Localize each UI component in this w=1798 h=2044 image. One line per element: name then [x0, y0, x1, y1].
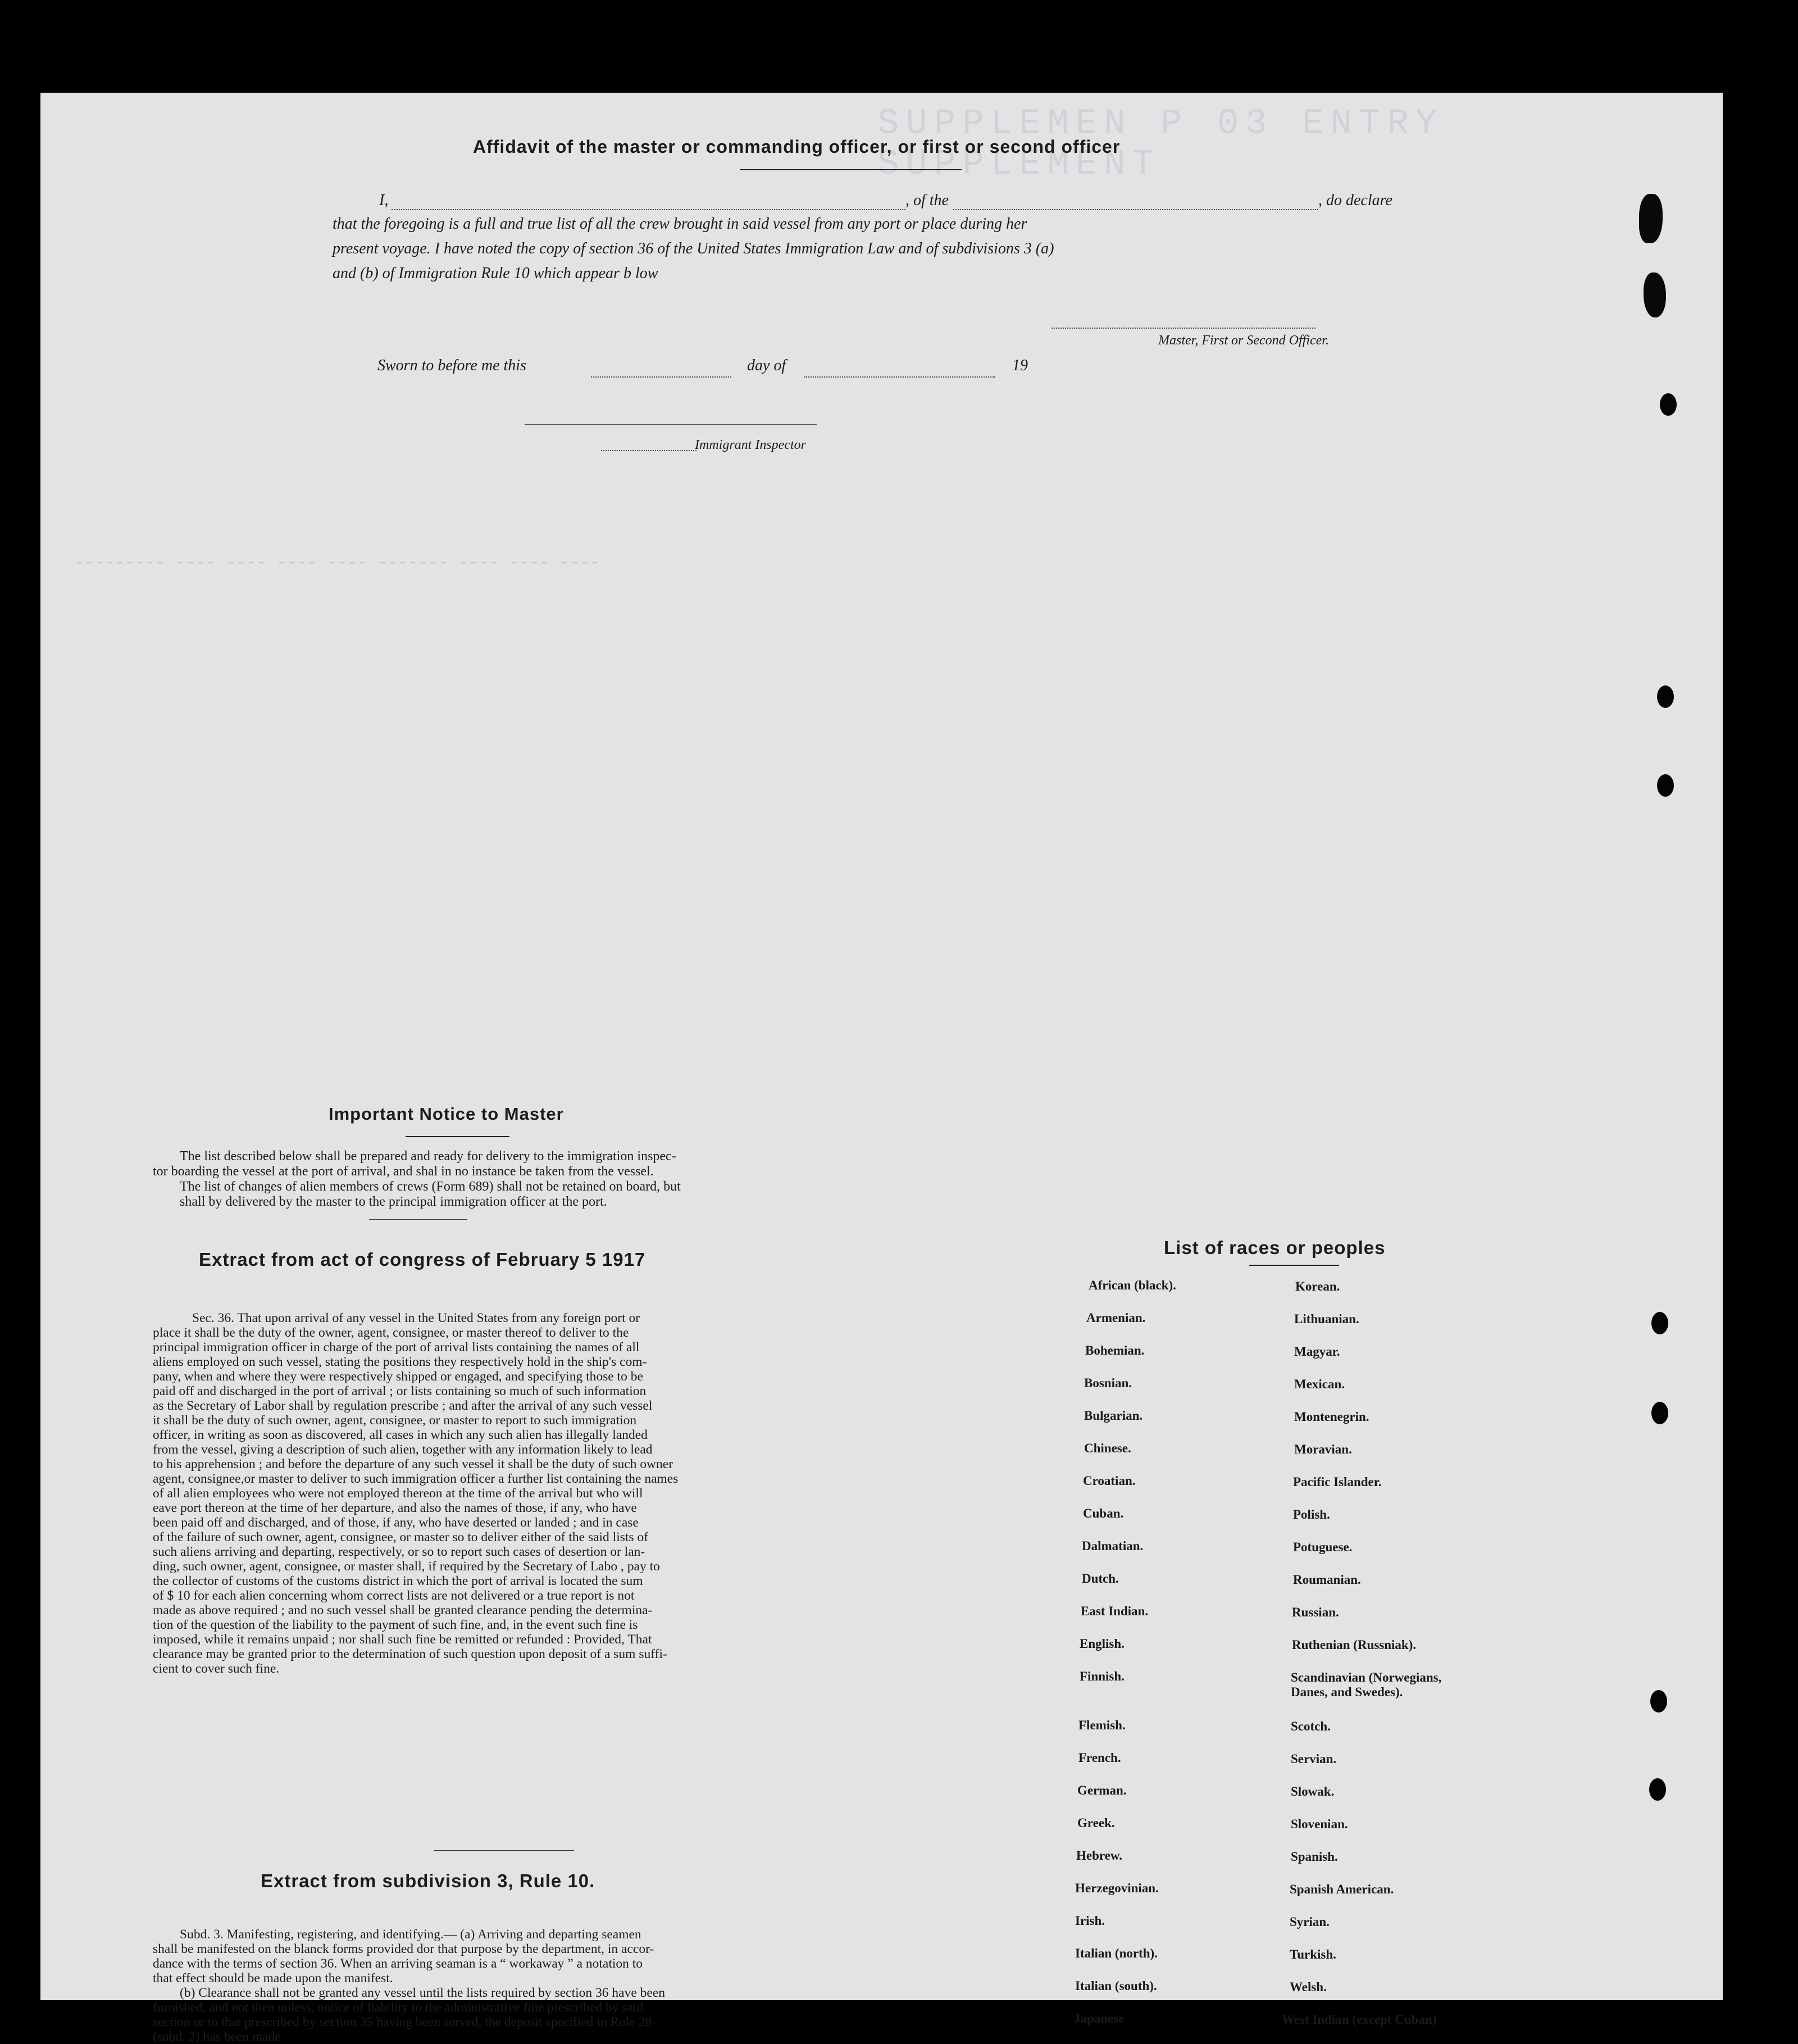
rule-line: section or to that prescribed by section 35 having been served, the deposit specified in Rule 28 — [153, 2015, 652, 2029]
ink-blot — [1644, 272, 1666, 317]
act-line: imposed, while it remains unpaid ; nor shall such fine be remitted or refunded : Provided, That — [153, 1632, 652, 1647]
race-item: Croatian. — [1083, 1474, 1136, 1488]
name-field-line[interactable] — [392, 209, 905, 210]
rule-line: furnished, and not then unless, notice of liability to the administrative fine prescribed by said — [153, 2000, 644, 2015]
act-line: of the failure of such owner, agent, consignee, or master so to deliver either of the said lists of — [153, 1530, 648, 1545]
race-item: Cuban. — [1083, 1506, 1124, 1520]
race-item: Slovenian. — [1291, 1817, 1348, 1831]
race-item: Japanese — [1074, 2011, 1125, 2025]
race-item: Syrian. — [1290, 1915, 1330, 1929]
race-item: Dalmatian. — [1082, 1539, 1144, 1553]
act-line: the collector of customs of the customs district in which the port of arrival is located the sum — [153, 1574, 643, 1588]
race-item: Spanish American. — [1290, 1882, 1394, 1896]
act-line: been paid off and discharged, and of those, if any, who have deserted or landed ; and in case — [153, 1515, 639, 1530]
punch-hole — [1657, 685, 1674, 708]
act-line: principal immigration officer in charge of the port of arrival lists containing the names of all — [153, 1340, 640, 1355]
punch-hole — [1651, 1312, 1668, 1334]
inspector-signature-line[interactable] — [525, 424, 817, 425]
race-item: French. — [1078, 1751, 1121, 1765]
vessel-field-line[interactable] — [953, 209, 1318, 210]
rule-line: (subd. 2) has been made. — [153, 2029, 284, 2044]
race-item: Polish. — [1293, 1507, 1330, 1521]
race-item: Lithuanian. — [1294, 1312, 1359, 1326]
race-item: Flemish. — [1078, 1718, 1126, 1732]
race-item: Herzegovinian. — [1075, 1881, 1159, 1895]
race-item: Slowak. — [1291, 1784, 1335, 1798]
races-underline — [1249, 1265, 1339, 1266]
act-line: cient to cover such fine. — [153, 1661, 280, 1676]
document-page — [40, 93, 1723, 2044]
master-signature-label: Master, First or Second Officer. — [1158, 333, 1329, 348]
notice-line: The list of changes of alien members of crews (Form 689) shall not be retained on board, but — [180, 1179, 681, 1194]
punch-hole — [1650, 1690, 1667, 1713]
act-line: made as above required ; and no such vessel shall be granted clearance pending the determina- — [153, 1603, 653, 1618]
race-item: Hebrew. — [1076, 1848, 1122, 1863]
act-line: Sec. 36. That upon arrival of any vessel in the United States from any foreign port or — [192, 1311, 640, 1325]
race-item: Chinese. — [1084, 1441, 1131, 1455]
rule-line: (b) Clearance shall not be granted any vessel until the lists required by section 36 have been — [180, 1986, 666, 2000]
race-item: Spanish. — [1291, 1850, 1338, 1864]
act-line: tion of the question of the liability to the payment of such fine, and, in the event such fine is — [153, 1618, 638, 1632]
race-item: Scotch. — [1291, 1719, 1331, 1733]
races-title: List of races or peoples — [1164, 1237, 1386, 1258]
affidavit-line2: that the foregoing is a full and true list of all the crew brought in said vessel from any port or place during her — [333, 215, 1027, 233]
act-line: ding, such owner, agent, consignee, or master shall, if required by the Secretary of Labo , pay to — [153, 1559, 660, 1574]
sworn-day-line[interactable] — [591, 376, 731, 378]
act-line: eave port thereon at the time of her departure, and also the names of those, if any, who have — [153, 1501, 637, 1515]
sworn-day-of: day of — [747, 357, 786, 374]
inspector-dash — [601, 450, 697, 451]
race-item: Greek. — [1077, 1816, 1115, 1830]
act-line: place it shall be the duty of the owner, agent, consignee, or master thereof to deliver to the — [153, 1325, 629, 1340]
race-item: Korean. — [1295, 1279, 1340, 1293]
race-item: English. — [1080, 1637, 1125, 1651]
affidavit-line3: present voyage. I have noted the copy of section 36 of the United States Immigration Law and of subdivisions 3 (a) — [333, 240, 1054, 257]
race-item: Bulgarian. — [1084, 1409, 1143, 1423]
act-line: of $ 10 for each alien concerning whom correct lists are not delivered or a true report is not — [153, 1588, 635, 1603]
rule-title: Extract from subdivision 3, Rule 10. — [261, 1870, 595, 1891]
rule-line: shall be manifested on the blanck forms provided dor that purpose by the department, in accor- — [153, 1942, 654, 1956]
act-line: paid off and discharged in the port of arrival ; or lists containing so much of such information — [153, 1384, 647, 1398]
race-item: West Indian (except Cuban) — [1282, 2013, 1437, 2027]
race-item: Irish. — [1075, 1914, 1105, 1928]
sworn-month-line[interactable] — [804, 376, 995, 378]
bleed-through-text: SUPPLEMEN P 03 ENTRY SUPPLEMENT — [877, 104, 1444, 185]
race-item: Finnish. — [1080, 1669, 1125, 1683]
act-title: Extract from act of congress of February 5 1917 — [199, 1249, 646, 1270]
act-line: pany, when and where they were respectively shipped or engaged, and specifying those to be — [153, 1369, 643, 1384]
notice-line: The list described below shall be prepared and ready for delivery to the immigration inspec- — [180, 1149, 676, 1164]
act-line: as the Secretary of Labor shall by regulation prescribe ; and after the arrival of any such vessel — [153, 1398, 653, 1413]
race-item: Russian. — [1292, 1605, 1339, 1619]
race-item: Italian (north). — [1075, 1946, 1158, 1960]
race-item: Dutch. — [1082, 1571, 1119, 1586]
sworn-year: 19 — [1012, 357, 1028, 374]
act-line: agent, consignee,or master to deliver to such immigration officer a further list containing the names — [153, 1471, 679, 1486]
race-item: Ruthenian (Russniak). — [1292, 1638, 1417, 1652]
affidavit-line1-of-the: , of the — [905, 192, 949, 209]
title-underline — [740, 169, 962, 170]
act-line: officer, in writing as soon as discovered, all cases in which any such alien has illegally landed — [153, 1428, 648, 1442]
act-line: clearance may be granted prior to the determination of such question upon deposit of a sum suffi- — [153, 1647, 667, 1661]
act-line: aliens employed on such vessel, stating the positions they respectively hold in the ship's com- — [153, 1355, 647, 1369]
race-item: Montenegrin. — [1294, 1410, 1369, 1424]
race-item: Bosnian. — [1084, 1376, 1132, 1390]
race-item: Armenian. — [1086, 1311, 1146, 1325]
notice-title: Important Notice to Master — [329, 1104, 564, 1124]
affidavit-line1-i: I, — [379, 192, 389, 209]
race-item: Servian. — [1291, 1752, 1337, 1766]
inspector-label: Immigrant Inspector — [695, 438, 806, 452]
sworn-text: Sworn to before me this — [377, 357, 526, 374]
ink-blot — [1639, 194, 1663, 243]
notice-line: shall by delivered by the master to the principal immigration officer at the port. — [180, 1194, 607, 1209]
race-item: Magyar. — [1294, 1345, 1340, 1359]
race-item: Welsh. — [1290, 1980, 1327, 1994]
notice-body — [153, 1149, 827, 1210]
race-item: African (black). — [1089, 1278, 1176, 1292]
act-divider — [434, 1850, 574, 1851]
notice-divider — [369, 1219, 467, 1220]
race-item: Italian (south). — [1075, 1979, 1157, 1993]
punch-hole — [1649, 1778, 1666, 1801]
punch-hole — [1657, 774, 1674, 797]
act-body — [153, 1311, 824, 1676]
act-line: such aliens arriving and departing, respectively, or so to report such cases of desertion or lan- — [153, 1545, 645, 1559]
notice-line: tor boarding the vessel at the port of arrival, and shal in no instance be taken from the vessel. — [153, 1164, 654, 1179]
race-item: Mexican. — [1294, 1377, 1345, 1391]
race-item: Moravian. — [1294, 1442, 1352, 1456]
race-item: German. — [1077, 1783, 1127, 1797]
rule-line: that effect should be made upon the manifest. — [153, 1971, 393, 1986]
affidavit-line1-declare: , do declare — [1318, 192, 1392, 209]
race-item: Roumanian. — [1293, 1573, 1361, 1587]
affidavit-title: Affidavit of the master or commanding officer, or first or second officer — [473, 137, 1121, 157]
race-item: Turkish. — [1290, 1947, 1336, 1961]
race-item: Pacific Islander. — [1293, 1475, 1382, 1489]
race-item: East Indian. — [1081, 1604, 1149, 1618]
punch-hole — [1651, 1402, 1668, 1424]
bleed-through-text: --------- ---- ---- ---- ---- ------- ---- ---- ---- — [74, 553, 600, 573]
race-item: Bohemian. — [1085, 1343, 1145, 1357]
rule-body — [153, 1927, 824, 2044]
rule-line: Subd. 3. Manifesting, registering, and identifying.— (a) Arriving and departing seamen — [180, 1927, 641, 1942]
act-line: from the vessel, giving a description of such alien, together with any information likely to lead — [153, 1442, 653, 1457]
act-line: of all alien employees who were not employed thereon at the time of the arrival but who will — [153, 1486, 643, 1501]
act-line: it shall be the duty of such owner, agent, consignee, or master to report to such immigration — [153, 1413, 637, 1428]
notice-underline — [406, 1136, 509, 1137]
race-item: Scandinavian (Norwegians, Danes, and Swedes). — [1291, 1670, 1442, 1699]
punch-hole — [1660, 393, 1677, 416]
act-line: to his apprehension ; and before the departure of any such vessel it shall be the duty of such owner — [153, 1457, 673, 1471]
rule-line: dance with the terms of section 36. When an arriving seaman is a “ workaway ” a notation to — [153, 1956, 643, 1971]
race-item: Potuguese. — [1293, 1540, 1353, 1554]
master-signature-line[interactable] — [1052, 328, 1316, 329]
affidavit-line4: and (b) of Immigration Rule 10 which appear b low — [333, 265, 658, 282]
